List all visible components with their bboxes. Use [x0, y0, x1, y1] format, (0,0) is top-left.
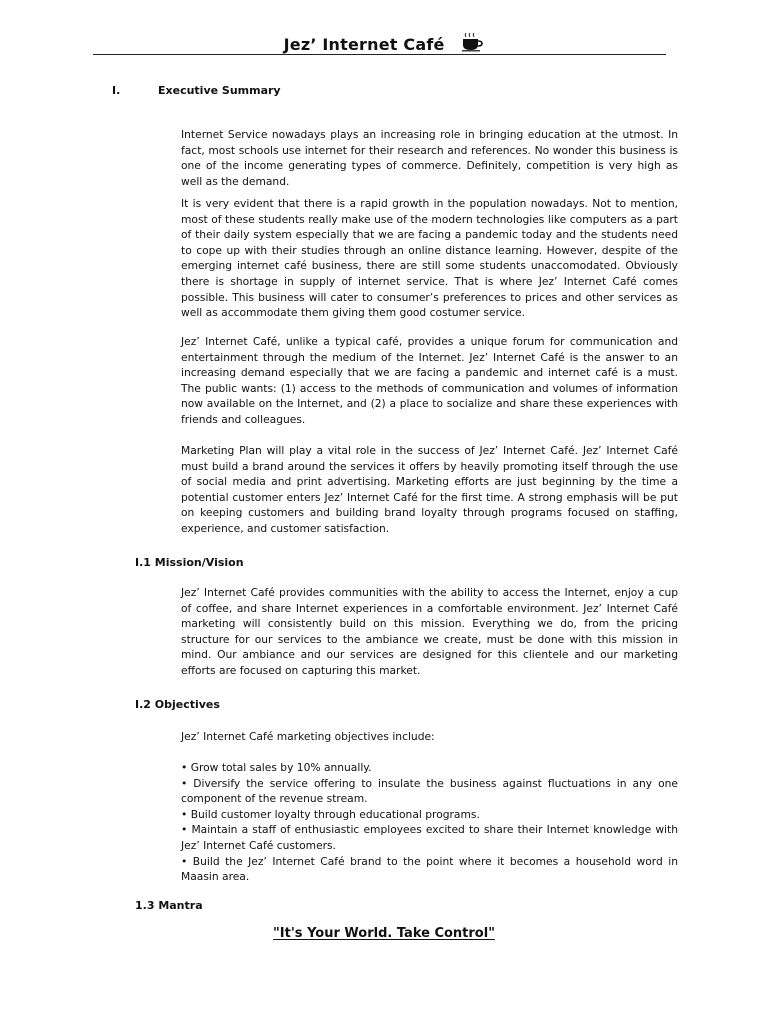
- mantra-quote-text: "It's Your World. Take Control": [273, 926, 495, 941]
- section-number: I.: [112, 84, 121, 97]
- executive-summary-heading: Executive Summary: [158, 84, 281, 97]
- mantra-quote: [0, 926, 768, 941]
- objectives-intro: Jez’ Internet Café marketing objectives include:: [181, 730, 435, 743]
- objectives-heading: I.2 Objectives: [135, 698, 220, 711]
- mantra-heading: 1.3 Mantra: [135, 899, 203, 912]
- page-header: [0, 35, 768, 56]
- list-item: • Maintain a staff of enthusiastic employees excited to share their Internet knowledge with Jez’ Internet Café customers.: [181, 823, 678, 852]
- list-item: • Build the Jez’ Internet Café brand to the point where it becomes a household word in Maasin area.: [181, 854, 678, 884]
- mission-vision-heading: I.1 Mission/Vision: [135, 556, 244, 569]
- executive-summary-paragraph-1: Internet Service nowadays plays an increasing role in bringing education at the utmost. In fact, most schools use internet for their research and references. No wonder this business is one of the income generating types of commerce. Definitely, competition is very high as well as the demand.: [181, 128, 678, 188]
- list-item: • Diversify the service offering to insulate the business against fluctuations in any one component of the revenue stream.: [181, 776, 678, 806]
- header-divider: [93, 54, 666, 55]
- executive-summary-paragraph-4: Marketing Plan will play a vital role in the success of Jez’ Internet Café. Jez’ Internet Café must build a brand around the services it offers by heavily promoting itself through the use of social media and print advertising. Marketing efforts are just beginning by the time a potential customer enters Jez’ Internet Café for the first time. A strong emphasis will be put on keeping customers and building brand loyalty through programs focused on staffing, experience, and customer satisfaction.: [181, 444, 678, 535]
- list-item: • Build customer loyalty through educational programs.: [181, 807, 480, 821]
- list-item: • Grow total sales by 10% annually.: [181, 761, 372, 774]
- executive-summary-paragraph-3: Jez’ Internet Café, unlike a typical café, provides a unique forum for communication and entertainment through the medium of the Internet. Jez’ Internet Café is the answer to an increasing demand especially that we are facing a pandemic and internet café is a must. The public wants: (1) access to the methods of communication and volumes of information now available on the Internet, and (2) a place to socialize and share these experiences with friends and colleagues.: [181, 335, 678, 426]
- mission-vision-paragraph: Jez’ Internet Café provides communities with the ability to access the Internet, enjoy a cup of coffee, and share Internet experiences in a comfortable environment. Jez’ Internet Café marketing will consistently build on this mission. Everything we do, from the pricing structure for our services to the ambiance we create, must be done with this mission in mind. Our ambiance and our services are designed for this clientele and our marketing efforts are focused on capturing this market.: [181, 586, 678, 677]
- objectives-list: [181, 760, 678, 885]
- document-title: Jez’ Internet Café: [283, 35, 445, 54]
- executive-summary-paragraph-2: It is very evident that there is a rapid growth in the population nowadays. Not to mention, most of these students really make use of the modern technologies like computers as a part of their daily system especially that we are facing a pandemic today and the students need to cope up with their studies through an online distance learning. However, despite of the emerging internet café business, there are still some students unaccomodated. Obviously there is shortage in supply of internet service. That is where Jez’ Internet Café comes possible. This business will cater to consumer’s preferences to prices and other services as well as accommodate them giving them good costumer service.: [181, 197, 678, 320]
- coffee-cup-icon: [460, 32, 484, 56]
